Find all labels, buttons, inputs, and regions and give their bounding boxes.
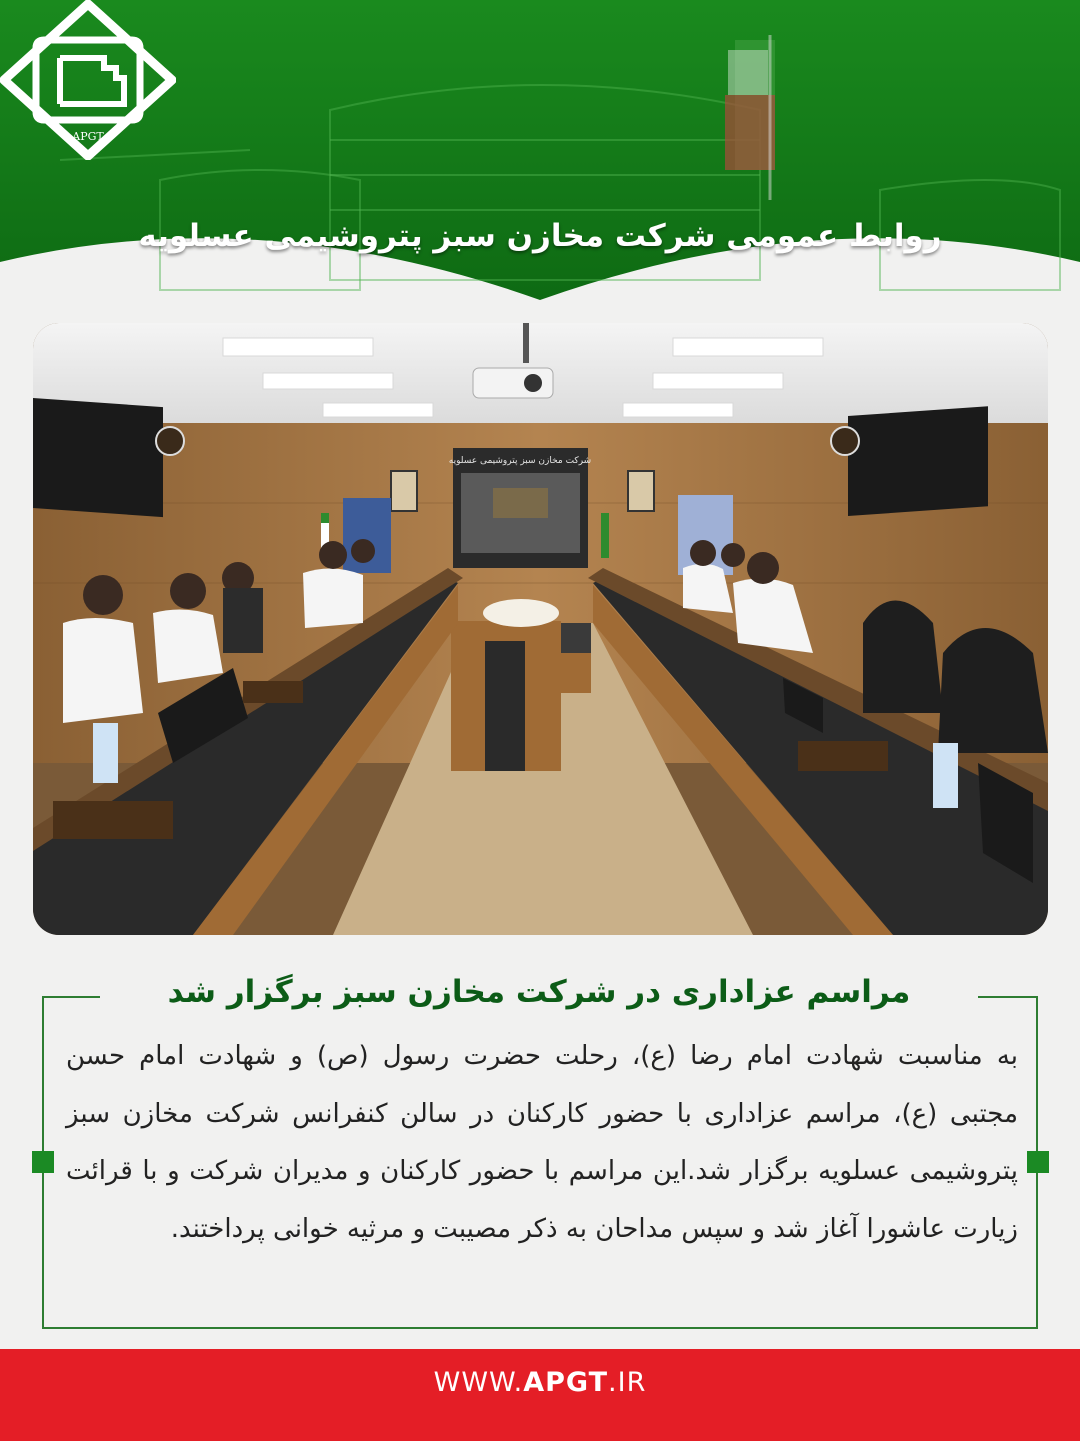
backdrop-banner-text: شرکت مخازن سبز پتروشیمی عسلویه [448, 456, 592, 466]
right-square-ornament [1027, 1151, 1049, 1173]
conference-room-image [33, 323, 1048, 935]
logo-text: APGT [72, 130, 104, 143]
website-name: APGT [523, 1367, 609, 1398]
apgt-logo-icon [0, 0, 176, 160]
left-square-ornament [32, 1151, 54, 1173]
website-link[interactable] [0, 1367, 1080, 1398]
article-title: مراسم عزاداری در شرکت مخازن سبز برگزار شد [167, 974, 911, 1010]
website-suffix: .IR [608, 1367, 647, 1398]
article-body: به مناسبت شهادت امام رضا (ع)، رحلت حضرت رسول (ص) و شهادت امام حسن مجتبی (ع)، مراسم عزاداری با حضور کارکنان در سالن کنفرانس شرکت مخازن سبز پتروشیمی عسلویه برگزار شد.این مراسم با حضور کارکنان و مدیران شرکت و با قرائت زیارت عاشورا آغاز شد و سپس مداحان به ذکر مصیبت و مرثیه خوانی پرداختند. [66, 1041, 1018, 1244]
header-banner [0, 0, 1080, 310]
website-prefix: WWW. [433, 1367, 524, 1398]
conference-photo [33, 323, 1048, 935]
brand-title: روابط عمومی شرکت مخازن سبز پتروشیمی عسلویه [138, 218, 942, 254]
